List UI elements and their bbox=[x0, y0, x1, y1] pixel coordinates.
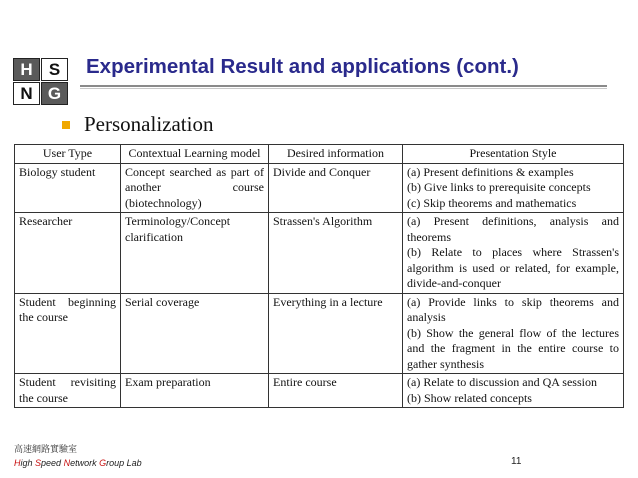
cell-line: Exam preparation bbox=[125, 375, 211, 389]
title-divider bbox=[80, 85, 607, 87]
bullet-marker-icon bbox=[62, 121, 70, 129]
cell-line: algorithm is used or related, for example, bbox=[407, 260, 619, 275]
title-divider-shadow bbox=[80, 88, 607, 89]
bullet-text: Personalization bbox=[84, 112, 214, 136]
cell-line: divide-and-conquer bbox=[407, 276, 501, 290]
cell-learning-model bbox=[121, 293, 269, 374]
page-number: 11 bbox=[511, 456, 522, 467]
cell-line: Biology student bbox=[19, 164, 96, 179]
header-user-type: User Type bbox=[15, 145, 121, 164]
cell-line: (b) Show the general flow of the lectures bbox=[407, 325, 619, 340]
cell-user-type bbox=[15, 163, 121, 213]
cell-line: Entire course bbox=[273, 375, 337, 389]
personalization-table bbox=[14, 144, 624, 408]
logo-letter-s: S bbox=[41, 58, 68, 81]
cell-desired-information bbox=[269, 163, 403, 213]
cell-desired-information bbox=[269, 213, 403, 294]
cell-line: (biotechnology) bbox=[125, 195, 202, 210]
hsng-logo bbox=[13, 58, 69, 106]
cell-line: Serial coverage bbox=[125, 294, 200, 309]
footer-lab-initial: S bbox=[35, 458, 42, 468]
cell-line: (b) Give links to prerequisite concepts bbox=[407, 180, 591, 194]
cell-line: Everything in a lecture bbox=[273, 294, 383, 309]
cell-line: another course bbox=[125, 180, 264, 194]
cell-line: theorems bbox=[407, 229, 451, 244]
cell-presentation-style bbox=[403, 213, 624, 294]
cell-line: Researcher bbox=[19, 214, 73, 228]
cell-line: Terminology/Concept bbox=[125, 214, 231, 228]
footer-lab-text: igh bbox=[20, 458, 36, 468]
table-row bbox=[15, 374, 624, 408]
cell-desired-information bbox=[269, 293, 403, 374]
footer-lab-text: roup Lab bbox=[106, 458, 142, 468]
cell-line: gather synthesis bbox=[407, 356, 484, 371]
cell-line: the course bbox=[19, 390, 68, 405]
cell-desired-information bbox=[269, 374, 403, 408]
table-header-row bbox=[15, 145, 624, 164]
cell-line: (c) Skip theorems and mathematics bbox=[407, 195, 577, 210]
footer-lab-name bbox=[14, 458, 142, 468]
cell-user-type bbox=[15, 374, 121, 408]
cell-line: analysis bbox=[407, 310, 446, 324]
cell-user-type bbox=[15, 293, 121, 374]
logo-letter-h: H bbox=[13, 58, 40, 81]
logo-letter-n: N bbox=[13, 82, 40, 105]
footer-lab-initial: N bbox=[63, 458, 71, 468]
cell-line: (a) Present definitions, analysis and bbox=[407, 214, 619, 228]
cell-presentation-style bbox=[403, 293, 624, 374]
header-presentation-style: Presentation Style bbox=[403, 145, 624, 164]
footer-lab-text: peed bbox=[41, 458, 64, 468]
cell-line: Strassen's Algorithm bbox=[273, 214, 373, 228]
cell-line: Student revisiting bbox=[19, 375, 116, 389]
cell-line: and the fragment in the entire course to bbox=[407, 341, 619, 355]
cell-line: Divide and Conquer bbox=[273, 164, 371, 179]
table-body bbox=[15, 163, 624, 408]
logo-letter-g: G bbox=[41, 82, 68, 105]
cell-line: Concept searched as part of bbox=[125, 164, 264, 179]
cell-learning-model bbox=[121, 213, 269, 294]
cell-line: (b) Show related concepts bbox=[407, 390, 532, 405]
cell-learning-model bbox=[121, 163, 269, 213]
cell-line: (a) Provide links to skip theorems and bbox=[407, 294, 619, 309]
cell-presentation-style bbox=[403, 374, 624, 408]
footer-lab-initial: H bbox=[14, 458, 21, 468]
cell-presentation-style bbox=[403, 163, 624, 213]
header-desired-information: Desired information bbox=[269, 145, 403, 164]
cell-line: Student beginning bbox=[19, 294, 116, 309]
cell-line: (a) Relate to discussion and QA session bbox=[407, 375, 597, 389]
cell-line: (a) Present definitions & examples bbox=[407, 164, 574, 179]
table-row bbox=[15, 213, 624, 294]
cell-line: (b) Relate to places where Strassen's bbox=[407, 245, 619, 259]
table-row bbox=[15, 163, 624, 213]
footer-lab-chinese: 高速網路實驗室 bbox=[14, 444, 78, 454]
header-learning-model: Contextual Learning model bbox=[121, 145, 269, 164]
cell-learning-model bbox=[121, 374, 269, 408]
table-row bbox=[15, 293, 624, 374]
footer-lab-text: etwork bbox=[70, 458, 100, 468]
cell-line: the course bbox=[19, 310, 68, 324]
cell-user-type bbox=[15, 213, 121, 294]
slide-title: Experimental Result and applications (cont.) bbox=[86, 55, 519, 78]
footer-lab-initial: G bbox=[99, 458, 107, 468]
cell-line: clarification bbox=[125, 229, 183, 244]
